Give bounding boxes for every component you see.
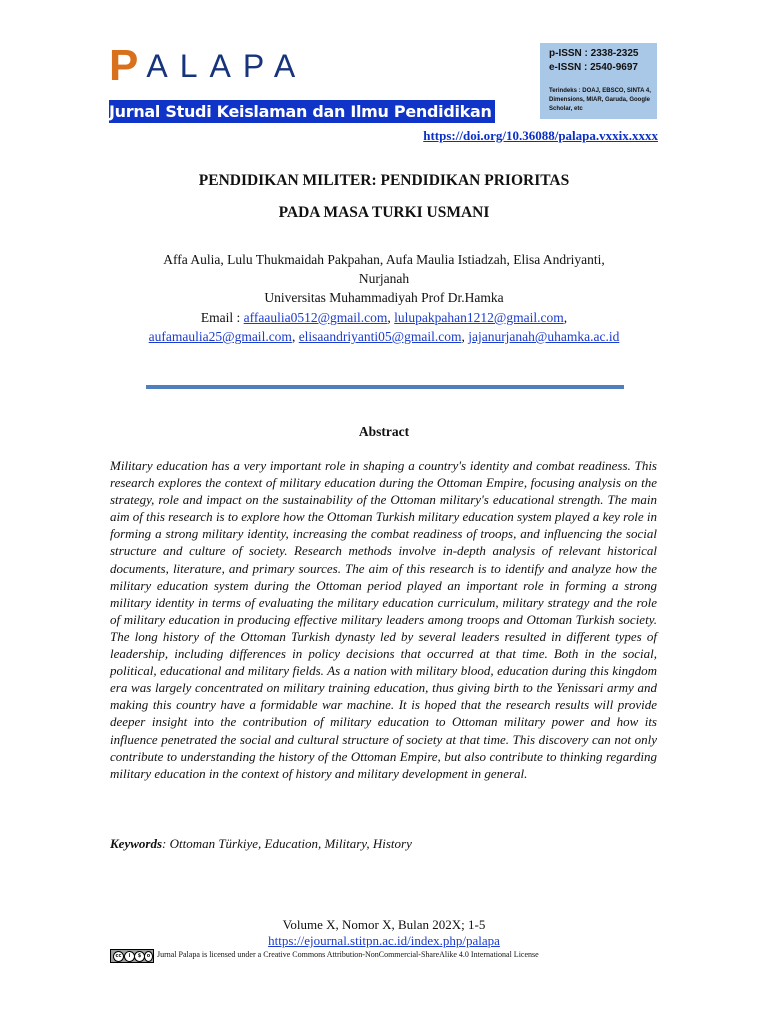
nc-icon: $: [134, 951, 145, 962]
keywords-label: Keywords: [110, 836, 162, 851]
email-link[interactable]: aufamaulia25@gmail.com: [148, 329, 292, 344]
footer-url-line: [109, 933, 659, 949]
email-link[interactable]: jajanurjanah@uhamka.ac.id: [468, 329, 620, 344]
keywords-text: : Ottoman Türkiye, Education, Military, History: [162, 836, 412, 851]
issn-online: e-ISSN : 2540-9697: [549, 62, 638, 73]
by-icon: i: [124, 951, 135, 962]
authors-line-2: Nurjanah: [358, 271, 410, 286]
cc-icon: cc: [113, 951, 124, 962]
email-link[interactable]: affaaulia0512@gmail.com: [243, 310, 388, 325]
email-link[interactable]: lulupakpahan1212@gmail.com: [394, 310, 564, 325]
cc-license-icon[interactable]: [110, 949, 154, 963]
article-title-line-1: PENDIDIKAN MILITER: PENDIDIKAN PRIORITAS: [198, 172, 570, 189]
email-line-2: aufamaulia25@gmail.com, elisaandriyanti05@gmail.com, jajanurjanah@uhamka.ac.id: [148, 329, 620, 344]
indexing-list: Terindeks : DOAJ, EBSCO, SINTA 4, Dimensions, MIAR, Garuda, Google Scholar, etc: [549, 88, 651, 112]
journal-url-link[interactable]: https://ejournal.stitpn.ac.id/index.php/palapa: [268, 933, 500, 948]
email-line-1: Email : affaaulia0512@gmail.com, lulupakpahan1212@gmail.com,: [200, 310, 568, 325]
keywords: [110, 836, 412, 852]
abstract-heading: Abstract: [358, 424, 410, 439]
email-link[interactable]: elisaandriyanti05@gmail.com: [298, 329, 462, 344]
logo-wordmark: ALAPA: [146, 48, 308, 84]
license-text: Jurnal Palapa is licensed under a Creative Commons Attribution-NonCommercial-ShareAlike 4.0 International License: [157, 950, 539, 959]
email-label: Email :: [200, 310, 241, 325]
doi-link[interactable]: https://doi.org/10.36088/palapa.vxxix.xxxx: [423, 128, 658, 143]
journal-subtitle-bar: [109, 100, 495, 123]
issn-box: [540, 43, 657, 119]
section-divider: [146, 385, 624, 389]
affiliation: Universitas Muhammadiyah Prof Dr.Hamka: [264, 290, 504, 305]
volume-info: Volume X, Nomor X, Bulan 202X; 1-5: [282, 917, 486, 932]
abstract-text: Military education has a very important role in shaping a country's identity and combat readiness. This research explores the context of military education during the Ottoman Empire, focusing analysis on the strategy, role and impact on the sustainability of the Ottoman military's educational strength. The main aim of this research is to explore how the Ottoman Turkish military education system played a key role in forming a strong military identity, increasing the combat readiness of troops, and influencing the social structure and culture of society. Research methods involve in-depth analysis of relevant historical documents, literature, and primary sources. The aim of this research is to identify and analyze how the military education system during the Ottoman period played an important role in forming a strong military identity in terms of evaluating the military education curriculum, military strategy and the role of military education in producing effective military leaders among troops and Ottoman Turkish society. The long history of the Ottoman Turkish dynasty led by several leaders resulted in different types of leadership, including differences in policy decisions that occurred at that time. Both in the social, political, educational and military fields. As a nation with military blood, education during this kingdom era was largely concentrated on military training education, thus giving birth to the Yenissari army and making this country have a formidable war machine. It is hoped that the research results will provide deeper insight into the contribution of military education to Ottoman military power and how its influence penetrated the social and cultural structure of society at that time. This discovery can not only contribute to understanding the history of the Ottoman Empire, but also contribute to thinking regarding military education in the context of history and military development in general.: [110, 458, 657, 781]
sa-icon: o: [144, 951, 153, 962]
article-title-line-2: PADA MASA TURKI USMANI: [278, 204, 490, 221]
journal-subtitle: Jurnal Studi Keislaman dan Ilmu Pendidikan: [109, 102, 492, 121]
issn-print: p-ISSN : 2338-2325: [549, 48, 639, 59]
logo-initial: P: [109, 41, 139, 90]
authors-line-1: Affa Aulia, Lulu Thukmaidah Pakpahan, Aufa Maulia Istiadzah, Elisa Andriyanti,: [163, 252, 605, 267]
